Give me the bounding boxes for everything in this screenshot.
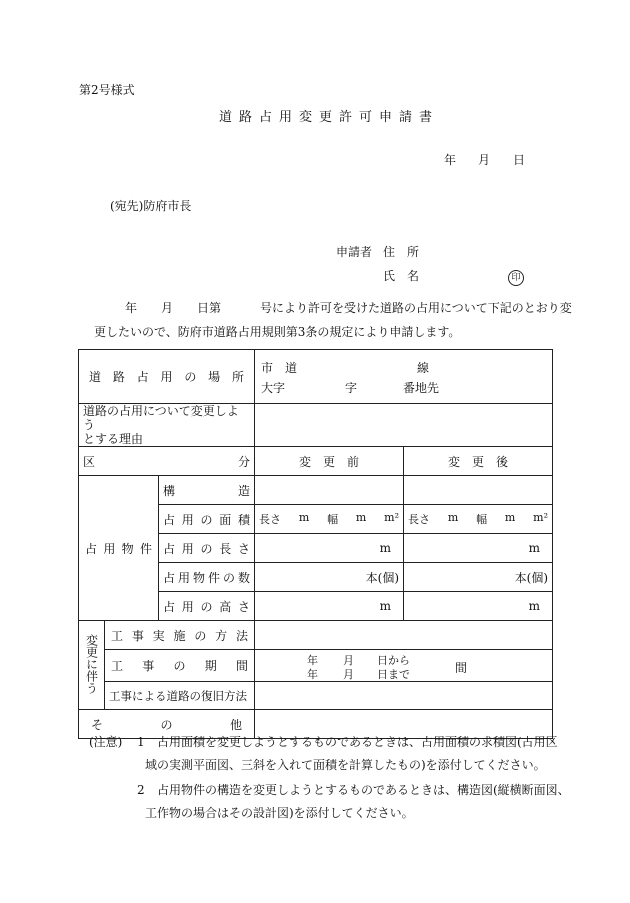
unit-m: m bbox=[379, 541, 392, 555]
unit-m: m bbox=[528, 599, 541, 613]
kubun-label-cell bbox=[79, 447, 255, 476]
length-unit: m bbox=[447, 511, 459, 524]
unit-count: 本(個) bbox=[365, 570, 400, 585]
note-1-line2: 域の実測平面図、三斜を入れて面積を計算したもの)を添付してください。 bbox=[145, 758, 546, 772]
kubun-label-right: 分 bbox=[238, 454, 251, 469]
seal-mark bbox=[508, 265, 524, 286]
place-label-cell bbox=[79, 350, 255, 404]
oaza-label: 大字 bbox=[261, 380, 286, 395]
kazu-label: 占用物件の数 bbox=[163, 570, 251, 585]
sen-label: 線 bbox=[417, 360, 430, 375]
menseki-before[interactable] bbox=[255, 505, 404, 534]
width-label: 幅 bbox=[476, 513, 488, 526]
unit-m: m bbox=[379, 599, 392, 613]
change-label-cell bbox=[79, 621, 105, 710]
method-value-cell[interactable] bbox=[255, 621, 553, 650]
kouzou-label-cell bbox=[159, 476, 255, 505]
unit-m: m bbox=[528, 541, 541, 555]
banchi-label: 番地先 bbox=[403, 380, 440, 395]
date-day: 日 bbox=[513, 153, 526, 167]
period-from-month: 月 bbox=[343, 653, 355, 667]
width-label: 幅 bbox=[327, 513, 339, 526]
after-header: 変 更 後 bbox=[404, 447, 553, 476]
kazu-before[interactable] bbox=[255, 563, 404, 592]
reason-label-line1: 道路の占用について変更しよう bbox=[83, 404, 239, 432]
restore-value-cell[interactable] bbox=[255, 682, 553, 710]
unit-count: 本(個) bbox=[514, 570, 549, 585]
takasa-label-cell bbox=[159, 592, 255, 621]
date-year: 年 bbox=[444, 153, 457, 167]
period-to-day: 日まで bbox=[377, 667, 411, 681]
width-unit: m bbox=[504, 511, 516, 524]
note-2-no: 2 bbox=[137, 783, 145, 797]
note-2-line2: 工作物の場合はその設計図)を添付してください。 bbox=[145, 806, 414, 820]
intro-line1-rest: 号により許可を受けた道路の占用について下記のとおり変 bbox=[260, 301, 572, 315]
date-month: 月 bbox=[478, 153, 491, 167]
period-value-cell[interactable] bbox=[255, 650, 553, 682]
method-label-cell bbox=[105, 621, 255, 650]
place-label: 道路占用の場所 bbox=[89, 370, 245, 384]
intro-year: 年 bbox=[125, 301, 138, 315]
address-label: 住 所 bbox=[383, 245, 420, 259]
object-label-cell bbox=[79, 476, 159, 621]
kazu-label-cell bbox=[159, 563, 255, 592]
note-1-no: 1 bbox=[137, 735, 145, 749]
nagasa-before[interactable] bbox=[255, 534, 404, 563]
change-label: 変更に伴う bbox=[84, 633, 99, 694]
aza-label: 字 bbox=[345, 380, 358, 395]
name-label: 氏 名 bbox=[383, 269, 420, 283]
takasa-before[interactable] bbox=[255, 592, 404, 621]
period-label-cell bbox=[105, 650, 255, 682]
takasa-after[interactable] bbox=[404, 592, 553, 621]
period-to-year: 年 bbox=[307, 667, 319, 681]
period-from-year: 年 bbox=[307, 653, 319, 667]
nagasa-after[interactable] bbox=[404, 534, 553, 563]
kazu-after[interactable] bbox=[404, 563, 553, 592]
menseki-label-cell bbox=[159, 505, 255, 534]
nagasa-label: 占用の長さ bbox=[163, 541, 251, 556]
reason-value-cell[interactable] bbox=[255, 404, 553, 447]
before-header: 変 更 前 bbox=[255, 447, 404, 476]
length-label: 長さ bbox=[259, 513, 282, 526]
method-label: 工事実施の方法 bbox=[111, 628, 249, 643]
note-2-line1: 占用物件の構造を変更しようとするものであるときは、構造図(縦横断面図、 bbox=[157, 783, 570, 797]
menseki-after[interactable] bbox=[404, 505, 553, 534]
period-to-month: 月 bbox=[343, 667, 355, 681]
object-label: 占用物件 bbox=[85, 541, 152, 556]
length-label: 長さ bbox=[408, 513, 431, 526]
takasa-label: 占用の高さ bbox=[163, 599, 251, 614]
kouzou-label: 構造 bbox=[163, 483, 251, 498]
restore-label: 工事による道路の復旧方法 bbox=[109, 688, 247, 703]
page-title: 道路占用変更許可申請書 bbox=[219, 110, 440, 125]
kubun-label-left: 区 bbox=[83, 454, 96, 469]
period-label: 工事の期間 bbox=[111, 659, 249, 673]
menseki-label: 占用の面積 bbox=[163, 512, 251, 527]
application-table bbox=[78, 349, 553, 739]
period-duration: 間 bbox=[455, 660, 468, 675]
period-from-day: 日から bbox=[377, 653, 411, 667]
reason-label-line2: とする理由 bbox=[83, 432, 144, 446]
applicant-label: 申請者 bbox=[336, 245, 373, 259]
reason-label-cell bbox=[79, 404, 255, 447]
restore-label-cell bbox=[105, 682, 255, 710]
notes-label: (注意) bbox=[89, 735, 123, 749]
kouzou-after[interactable] bbox=[404, 476, 553, 505]
kouzou-before[interactable] bbox=[255, 476, 404, 505]
intro-month: 月 bbox=[161, 301, 174, 315]
area-unit: m² bbox=[384, 511, 399, 524]
shido-label: 市 道 bbox=[261, 360, 298, 375]
area-unit: m² bbox=[533, 511, 548, 524]
addressee: (宛先)防府市長 bbox=[110, 199, 192, 213]
place-value-cell[interactable] bbox=[255, 350, 553, 404]
length-unit: m bbox=[298, 511, 310, 524]
nagasa-label-cell bbox=[159, 534, 255, 563]
intro-day-no: 日第 bbox=[197, 301, 222, 315]
form-number: 第2号様式 bbox=[79, 83, 135, 97]
width-unit: m bbox=[355, 511, 367, 524]
seal-icon: 印 bbox=[508, 270, 524, 286]
note-1-line1: 占用面積を変更しようとするものであるときは、占用面積の求積図(占用区 bbox=[157, 735, 558, 749]
intro-line2: 更したいので、防府市道路占用規則第3条の規定により申請します。 bbox=[94, 325, 461, 339]
other-label: そ の 他 bbox=[91, 717, 243, 732]
